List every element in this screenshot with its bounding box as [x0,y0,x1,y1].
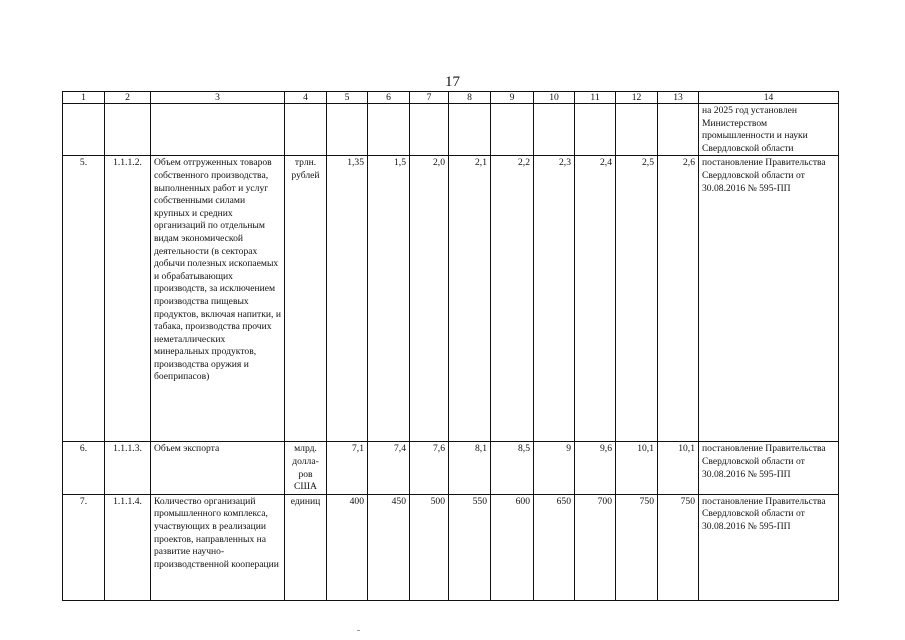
cell-value: 400 [327,494,368,600]
table-row [63,156,839,442]
column-header: 5 [327,92,368,104]
cell-value: 9,6 [575,442,616,494]
column-header: 4 [285,92,327,104]
cell-empty [575,104,616,156]
column-header: 9 [491,92,534,104]
cell-empty [63,104,105,156]
cell-name: Объем экспорта [151,442,285,494]
cell-code: 1.1.1.3. [105,442,151,494]
cell-value: 2,5 [616,156,658,442]
cell-value: 2,2 [491,156,534,442]
indicators-table [62,91,839,601]
cell-empty [491,104,534,156]
table-row-continuation [63,104,839,156]
column-header: 14 [699,92,839,104]
table-row [63,442,839,494]
table-row [63,494,839,600]
cell-num: 6. [63,442,105,494]
cell-code: 1.1.1.4. [105,494,151,600]
cell-empty [368,104,410,156]
cell-num: 5. [63,156,105,442]
cell-unit: трлн. рублей [285,156,327,442]
cell-unit: единиц [285,494,327,600]
column-header: 7 [410,92,449,104]
cell-empty [410,104,449,156]
cell-empty [285,104,327,156]
cell-value: 2,0 [410,156,449,442]
cell-value: 450 [368,494,410,600]
cell-value: 2,3 [534,156,575,442]
column-header: 2 [105,92,151,104]
page-number: 17 [445,74,460,90]
cell-empty [449,104,491,156]
cell-value: 10,1 [658,442,699,494]
column-header: 10 [534,92,575,104]
column-header: 6 [368,92,410,104]
cell-num: 7. [63,494,105,600]
cell-value: 9 [534,442,575,494]
cell-empty [658,104,699,156]
cell-source: постановление Правительства Свердловской области от 30.08.2016 № 595-ПП [699,156,839,442]
cell-value: 1,5 [368,156,410,442]
cell-value: 2,4 [575,156,616,442]
cell-value: 8,5 [491,442,534,494]
cell-value: 1,35 [327,156,368,442]
cell-value: 7,4 [368,442,410,494]
cell-value: 2,6 [658,156,699,442]
cell-code: 1.1.1.2. [105,156,151,442]
scan-artifact [357,630,360,631]
cell-value: 10,1 [616,442,658,494]
cell-value: 750 [616,494,658,600]
table-header-row [63,92,839,104]
cell-value: 700 [575,494,616,600]
cell-value: 600 [491,494,534,600]
cell-name: Объем отгруженных товаров собственного производства, выполненных работ и услуг собственными силами крупных и средних организаций по отдельным видам экономической деятельности (в секторах добычи полезных ископаемых и обрабатывающих производств, за исключением производства пищевых продуктов, включая напитки, и табака, производства прочих неметаллических минеральных продуктов, производства оружия и боеприпасов) [151,156,285,442]
cell-source: постановление Правительства Свердловской области от 30.08.2016 № 595-ПП [699,494,839,600]
cell-value: 650 [534,494,575,600]
cell-value: 750 [658,494,699,600]
cell-unit: млрд. долла-ров США [285,442,327,494]
cell-value: 7,6 [410,442,449,494]
column-header: 8 [449,92,491,104]
cell-name: Количество организаций промышленного комплекса, участвующих в реализации проектов, направленных на развитие научно-производственной кооперации [151,494,285,600]
cell-value: 500 [410,494,449,600]
cell-source: постановление Правительства Свердловской области от 30.08.2016 № 595-ПП [699,442,839,494]
cell-value: 550 [449,494,491,600]
cell-value: 2,1 [449,156,491,442]
cell-value: 7,1 [327,442,368,494]
cell-empty [105,104,151,156]
cell-empty [327,104,368,156]
column-header: 13 [658,92,699,104]
column-header: 3 [151,92,285,104]
cell-empty [616,104,658,156]
cell-empty [534,104,575,156]
cell-value: 8,1 [449,442,491,494]
column-header: 11 [575,92,616,104]
cell-empty [151,104,285,156]
column-header: 1 [63,92,105,104]
column-header: 12 [616,92,658,104]
cell-source: на 2025 год установлен Министерством промышленности и науки Свердловской области [699,104,839,156]
